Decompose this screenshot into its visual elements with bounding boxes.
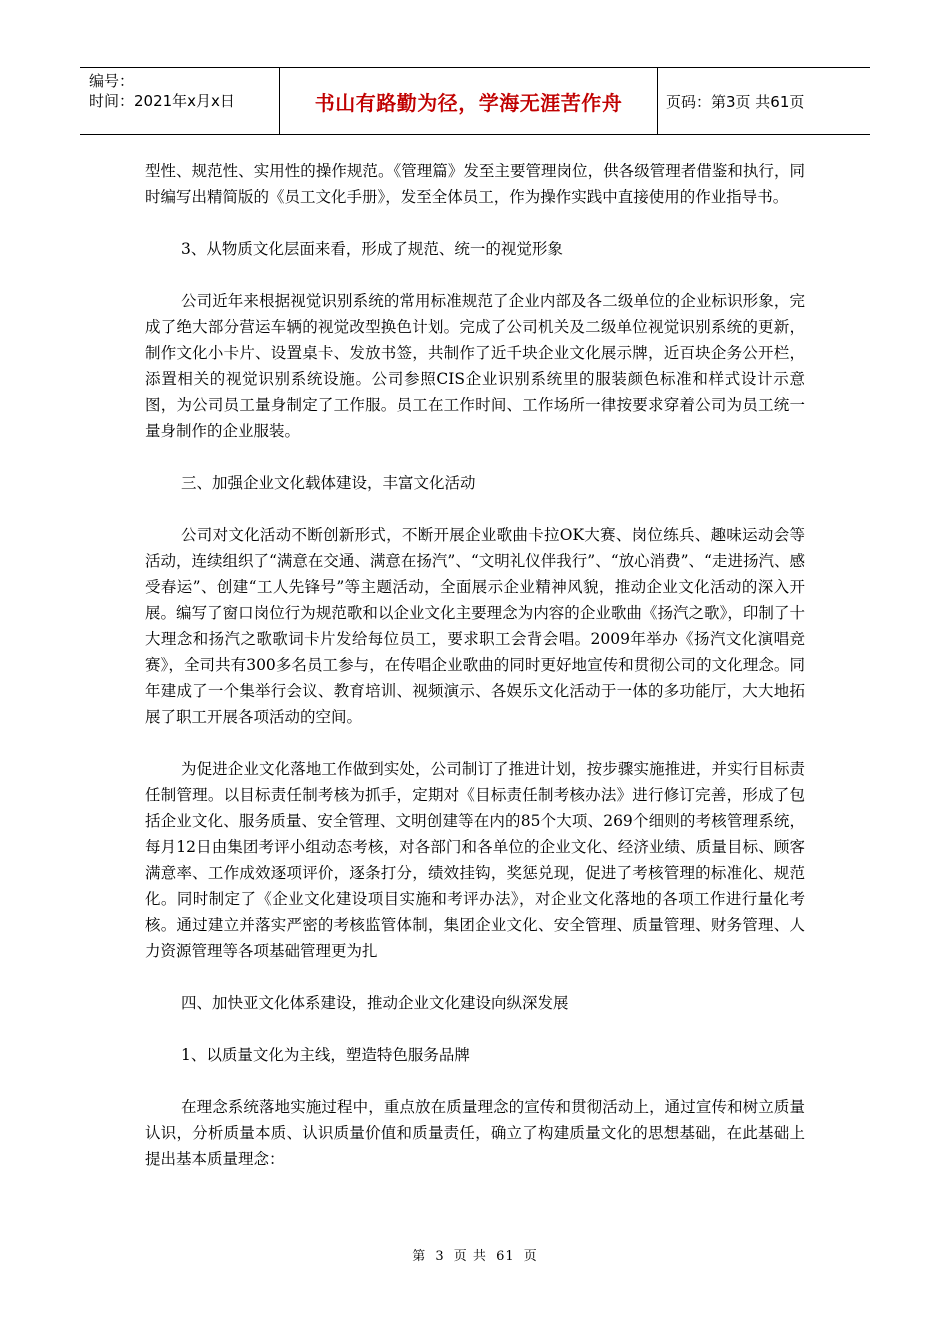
page-footer: [0, 1245, 950, 1264]
footer-middle: 页 共: [453, 1249, 487, 1264]
section-heading-7: 1、以质量文化为主线，塑造特色服务品牌: [181, 1046, 470, 1064]
footer-prefix: 第: [412, 1249, 427, 1264]
footer-suffix: 页: [523, 1249, 538, 1264]
footer-total-pages: 61: [496, 1249, 515, 1264]
paragraph-5: 为促进企业文化落地工作做到实处，公司制订了推进计划，按步骤实施推进，并实行目标责任制管理。以目标责任制考核为抓手，定期对《目标责任制考核办法》进行修订完善，形成了包括企业文化、服务质量、安全管理、文明创建等在内的85个大项、269个细则的考核管理系统，每月12日由集团考评小组动态考核，对各部门和各单位的企业文化、经济业绩、质量目标、顾客满意率、工作成效逐项评价，逐条打分，绩效挂钩，奖惩兑现，促进了考核管理的标准化、规范化。同时制定了《企业文化建设项目实施和考评办法》，对企业文化落地的各项工作进行量化考核。通过建立并落实严密的考核监管体制，集团企业文化、安全管理、质量管理、财务管理、人力资源管理等各项基础管理更为扎: [145, 760, 805, 960]
paragraph-2: 公司近年来根据视觉识别系统的常用标准规范了企业内部及各二级单位的企业标识形象，完成了绝大部分营运车辆的视觉改型换色计划。完成了公司机关及二级单位视觉识别系统的更新，制作文化小卡片、设置桌卡、发放书签，共制作了近千块企业文化展示牌，近百块企务公开栏，添置相关的视觉识别系统设施。公司参照CIS企业识别系统里的服装颜色标准和样式设计示意图，为公司员工量身制定了工作服。员工在工作时间、工作场所一律按要求穿着公司为员工统一量身制作的企业服装。: [145, 292, 805, 440]
header-motto: 书山有路勤为径，学海无涯苦作舟: [280, 68, 658, 134]
page-header: [80, 67, 870, 135]
header-meta: [80, 68, 280, 134]
header-page-info: 页码：第3页 共61页: [666, 92, 805, 111]
paragraph-4: 公司对文化活动不断创新形式，不断开展企业歌曲卡拉OK大赛、岗位练兵、趣味运动会等活动，连续组织了“满意在交通、满意在扬汽”、“文明礼仪伴我行”、“放心消费”、“走进扬汽、感受春运”、创建“工人先锋号”等主题活动，全面展示企业精神风貌，推动企业文化活动的深入开展。编写了窗口岗位行为规范歌和以企业文化主要理念为内容的企业歌曲《扬汽之歌》，印制了十大理念和扬汽之歌歌词卡片发给每位员工，要求职工会背会唱。2009年举办《扬汽文化演唱竞赛》，全司共有300多名员工参与，在传唱企业歌曲的同时更好地宣传和贯彻公司的文化理念。同年建成了一个集举行会议、教育培训、视频演示、各娱乐文化活动于一体的多功能厅，大大地拓展了职工开展各项活动的空间。: [145, 526, 805, 726]
section-heading-6: 四、加快亚文化体系建设，推动企业文化建设向纵深发展: [181, 994, 569, 1012]
footer-current-page: 3: [435, 1249, 445, 1264]
paragraph-0: 型性、规范性、实用性的操作规范。《管理篇》发至主要管理岗位，供各级管理者借鉴和执行，同时编写出精简版的《员工文化手册》，发至全体员工，作为操作实践中直接使用的作业指导书。: [145, 162, 805, 206]
paragraph-8: 在理念系统落地实施过程中，重点放在质量理念的宣传和贯彻活动上，通过宣传和树立质量认识，分析质量本质、认识质量价值和质量责任，确立了构建质量文化的思想基础，在此基础上提出基本质量理念：: [145, 1098, 805, 1168]
section-heading-3: 三、加强企业文化载体建设，丰富文化活动: [181, 474, 476, 492]
document-date: 时间：2021年x月x日: [89, 92, 235, 110]
section-heading-1: 3、从物质文化层面来看，形成了规范、统一的视觉形象: [181, 240, 563, 258]
document-body: [145, 158, 805, 1198]
document-number-label: 编号：: [89, 72, 135, 90]
